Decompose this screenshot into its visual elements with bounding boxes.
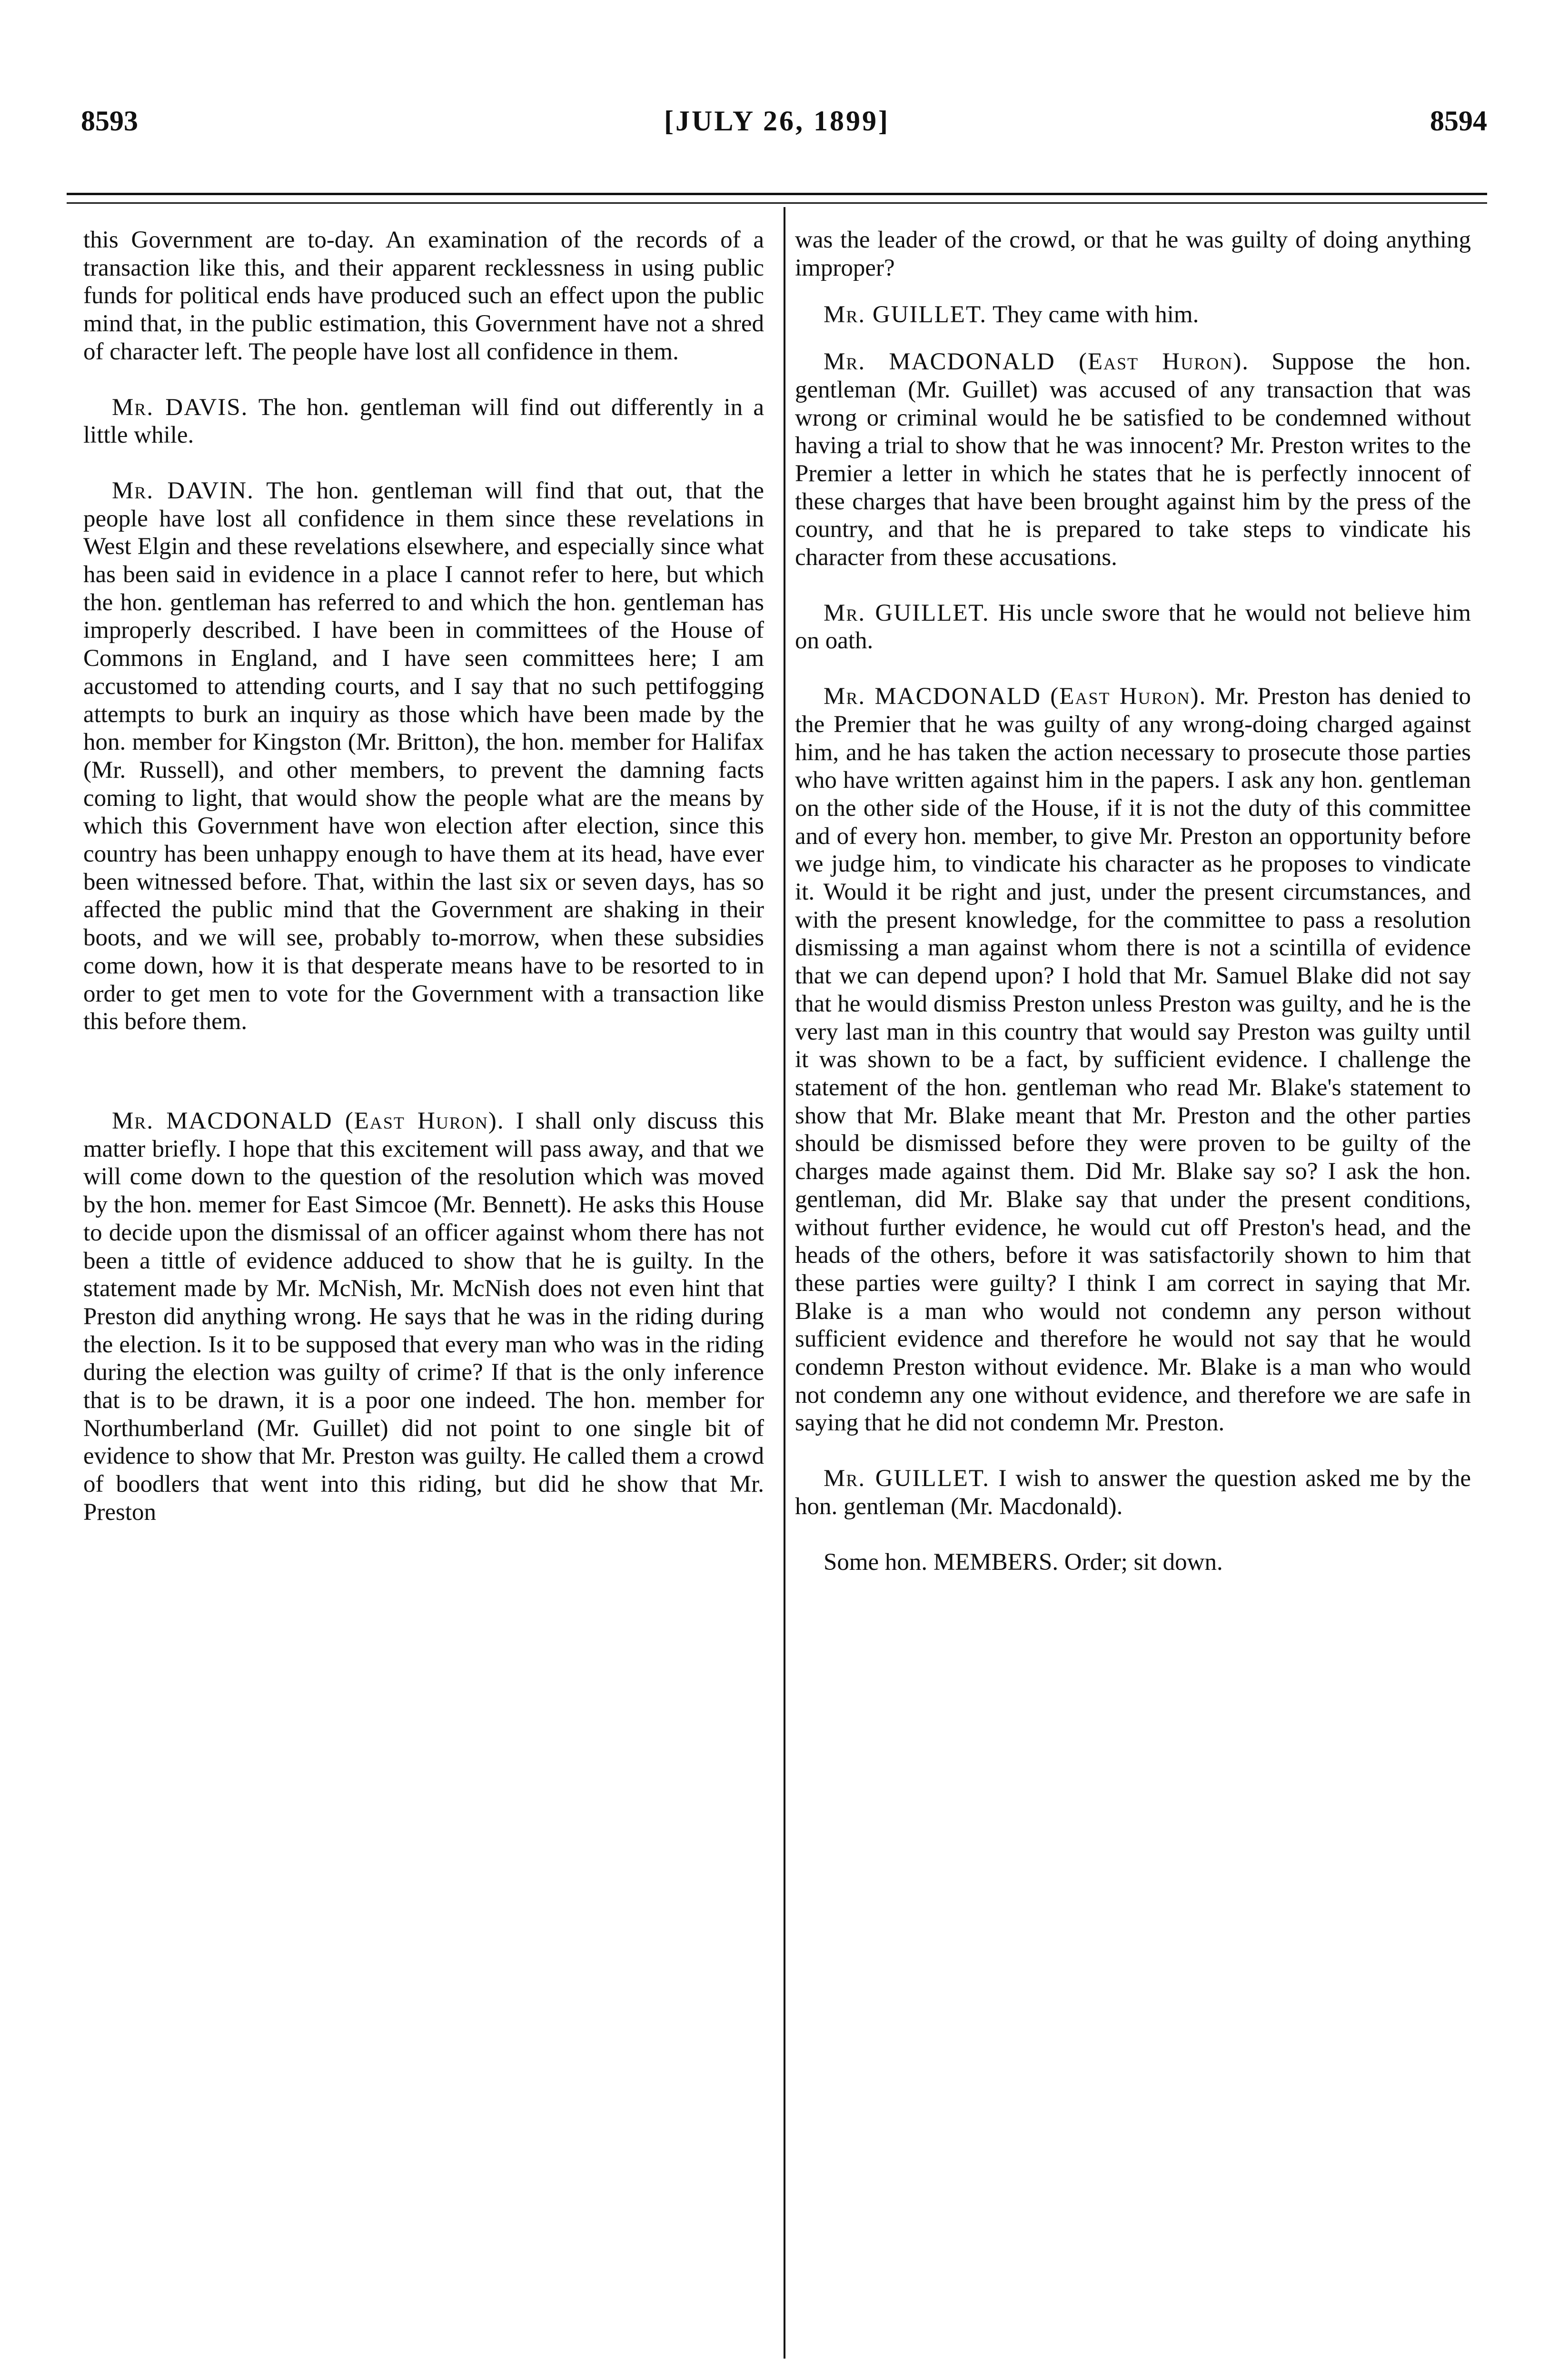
paragraph [795,301,1471,329]
paragraph-text: They came with him. [992,301,1199,328]
paragraph-text: this Government are to-day. An examination of the records of a transaction like this, and their apparent recklessness in using public funds for political ends have produced such an effect upon the public mind that, in the public estimation, this Government have not a shred of character left. The people have lost all confidence in them. [83,227,764,365]
left-page-number: 8593 [81,105,138,137]
paragraph [795,599,1471,655]
paragraph [795,226,1471,282]
header-rule-thin [67,202,1487,204]
speaker-name: Mr. MACDONALD (East Huron). [824,683,1207,710]
paragraph-text: His uncle swore that he would not believe him on oath. [795,599,1471,654]
paragraph-text: was the leader of the crowd, or that he was guilty of doing anything improper? [795,227,1471,281]
paragraph-text: I shall only discuss this matter briefly. I hope that this excitement will pass away, and that we will come down to the question of the resolution which was moved by the hon. memer for East Simcoe (Mr. Bennett). He asks this House to decide upon the dismissal of an officer against whom there has not been a tittle of evidence adduced to show that he is guilty. In the statement made by Mr. McNish, Mr. McNish does not even hint that Preston did anything wrong. He says that he was in the riding during the election. Is it to be supposed that every man who was in the riding during the election was guilty of crime? If that is the only inference that is to be drawn, it is a poor one indeed. The hon. member for Northumberland (Mr. Guillet) did not point to one single bit of evidence to show that Mr. Preston was guilty. He called them a crowd of boodlers that went into this riding, but did he show that Mr. Preston [83,1107,765,1526]
paragraph [795,1465,1471,1520]
speaker-name: Mr. MACDONALD (East Huron). [824,348,1249,376]
speaker-name: Mr. GUILLET. [824,599,990,626]
paragraph-text: Suppose the hon. gentleman (Mr. Guillet) was accused of any transaction that was wrong or criminal would he be satisfied to be condemned without having a trial to show that he was innocent? Mr. Preston writes to the Premier a letter in which he states that he is perfectly innocent of these charges that have been brought against him by the press of the country, and that he is prepared to take steps to vindicate his character from these accusations. [795,348,1471,571]
speaker-name: Mr. MACDONALD (East Huron). [112,1107,505,1134]
header-rule-thick [67,193,1487,195]
paragraph-text: The hon. gentleman will find out differently in a little while. [83,394,765,449]
paragraph [83,226,764,366]
page-date: [JULY 26, 1899] [664,105,890,137]
speaker-name: Mr. GUILLET. [824,301,987,328]
paragraph-text: I wish to answer the question asked me by the hon. gentleman (Mr. Macdonald). [795,1465,1471,1520]
paragraph [83,1107,764,1527]
left-column [83,226,764,1527]
speaker-name: Mr. DAVIS. [112,394,248,421]
speaker-name: Some hon. MEMBERS. [824,1548,1059,1576]
paragraph [795,1548,1471,1577]
speaker-name: Mr. GUILLET. [824,1465,990,1492]
paragraph-text: The hon. gentleman will find that out, that the people have lost all confidence in them since these revelations in West Elgin and these revelations elsewhere, and especially since what has been said in evidence in a place I cannot refer to here, but which the hon. gentleman has referred to and which the hon. gentleman has improperly described. I have been in committees of the House of Commons in England, and I have seen committees here; I am accustomed to attending courts, and I say that no such pettifogging attempts to burk an inquiry as those which have been made by the hon. member for Kingston (Mr. Britton), the hon. member for Halifax (Mr. Russell), and other members, to prevent the damning facts coming to light, that would show the people what are the means by which this Government have won election after election, since this country has been unhappy enough to have them at its head, have ever been witnessed before. That, within the last six or seven days, has so affected the public mind that the Government are shaking in their boots, and we will see, probably to-morrow, when these subsidies come down, how it is that desperate means have to be resorted to in order to get men to vote for the Government with a transaction like this before them. [83,477,764,1035]
column-divider [784,207,785,2359]
paragraph [83,394,764,449]
paragraph-text: Order; sit down. [1064,1548,1223,1576]
right-column [795,226,1471,1576]
paragraph [795,348,1471,572]
paragraph [83,477,764,1036]
right-page-number: 8594 [1430,105,1487,137]
paragraph [795,683,1471,1437]
paragraph-text: Mr. Preston has denied to the Premier that he was guilty of any wrong-doing charged against him, and he has taken the action necessary to prosecute those parties who have written against him in the papers. I ask any hon. gentleman on the other side of the House, if it is not the duty of this committee and of every hon. member, to give Mr. Preston an opportunity before we judge him, to vindicate his character as he proposes to vindicate it. Would it be right and just, under the present circumstances, and with the present knowledge, for the committee to pass a resolution dismissing a man against whom there is not a scintilla of evidence that we can depend upon? I hold that Mr. Samuel Blake did not say that he would dismiss Preston unless Preston was guilty, and he is the very last man in this country that would say Preston was guilty until it was shown to be a fact, by sufficient evidence. I challenge the statement of the hon. gentleman who read Mr. Blake's statement to show that Mr. Blake meant that Mr. Preston and the other parties should be dismissed before they were proven to be guilty of the charges made against them. Did Mr. Blake say so? I ask the hon. gentleman, did Mr. Blake say that under the present conditions, without further evidence, he would cut off Preston's head, and the heads of the others, before it was satisfactorily shown to him that these parties were guilty? I think I am correct in saying that Mr. Blake is a man who would not condemn any person without sufficient evidence and therefore he would not say that he would condemn Preston without evidence. Mr. Blake is a man who would not condemn any one without evidence, and therefore we are safe in saying that he did not condemn Mr. Preston. [795,683,1471,1437]
page-header [67,105,1487,143]
speaker-name: Mr. DAVIN. [112,477,254,504]
